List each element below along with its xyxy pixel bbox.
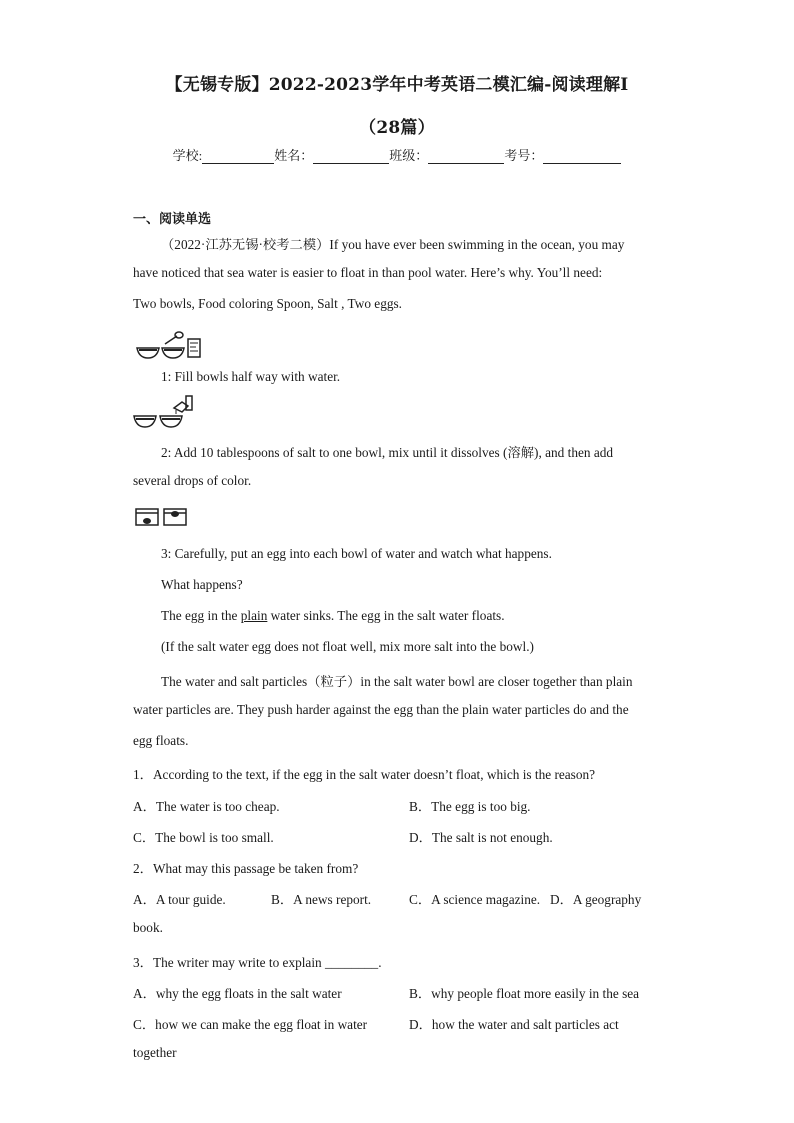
school-field[interactable] (202, 150, 274, 164)
section-heading: 一、阅读单选 (133, 212, 212, 227)
result-sentence: The egg in the plain water sinks. The egg in the salt water floats. (161, 608, 505, 623)
question-3-option-d-wrap: together (133, 1045, 177, 1060)
bowls-spoon-salt-illustration (135, 330, 205, 360)
question-1-option-a[interactable]: A．The water is too cheap. (133, 799, 280, 814)
step-1: 1: Fill bowls half way with water. (161, 369, 341, 384)
student-info-line (0, 145, 794, 164)
name-field[interactable] (313, 150, 389, 164)
passage-intro-line-1: （2022·江苏无锡·校考二模）If you have ever been swimming in the ocean, you may (161, 237, 625, 252)
underlined-word-plain: plain (240, 608, 268, 623)
class-label: 班级： (389, 148, 429, 163)
class-field[interactable] (428, 150, 504, 164)
question-2-stem: 2．What may this passage be taken from? (133, 861, 359, 876)
exam-number-label: 考号： (504, 148, 544, 163)
question-1-option-c[interactable]: C．The bowl is too small. (133, 830, 274, 845)
page-subtitle: （28篇） (359, 118, 435, 138)
question-2-option-b[interactable]: B．A news report. (271, 892, 372, 907)
exam-number-field[interactable] (543, 150, 621, 164)
step-3: 3: Carefully, put an egg into each bowl of water and watch what happens. (161, 546, 552, 561)
explain-line-2: water particles are. They push harder against the egg than the plain water particles do and the (133, 702, 629, 717)
what-happens: What happens? (161, 577, 243, 592)
school-label: 学校: (172, 148, 203, 163)
page-title: 【无锡专版】2022-2023学年中考英语二模汇编-阅读理解Ⅰ (165, 75, 629, 95)
step-2-line-2: several drops of color. (133, 473, 252, 488)
passage-intro-line-2: have noticed that sea water is easier to float in than pool water. Here’s why. You’ll need: (133, 265, 603, 280)
question-3-option-d[interactable]: D．how the water and salt particles act (409, 1017, 619, 1032)
explain-line-3: egg floats. (133, 733, 189, 748)
question-2-option-c[interactable]: C．A science magazine. (409, 892, 541, 907)
step-2-line-1: 2: Add 10 tablespoons of salt to one bowl, mix until it dissolves (溶解), and then add (161, 445, 614, 460)
passage-intro-line-3: Two bowls, Food coloring Spoon, Salt , Two eggs. (133, 296, 403, 311)
explain-line-1: The water and salt particles（粒子）in the salt water bowl are closer together than plain (161, 674, 633, 689)
question-3-option-a[interactable]: A．why the egg floats in the salt water (133, 986, 342, 1001)
question-1-option-d[interactable]: D．The salt is not enough. (409, 830, 553, 845)
bowls-pouring-illustration (130, 394, 195, 430)
question-2-option-d-wrap: book. (133, 920, 163, 935)
name-label: 姓名： (274, 148, 314, 163)
question-1-option-b[interactable]: B．The egg is too big. (409, 799, 531, 814)
bowls-eggs-illustration (134, 505, 190, 527)
question-2-option-d[interactable]: D．A geography (550, 892, 642, 907)
question-1-stem: 1．According to the text, if the egg in the salt water doesn’t float, which is the reason? (133, 767, 596, 782)
question-3-option-c[interactable]: C．how we can make the egg float in water (133, 1017, 368, 1032)
question-3-option-b[interactable]: B．why people float more easily in the sea (409, 986, 640, 1001)
note: (If the salt water egg does not float well, mix more salt into the bowl.) (161, 639, 534, 654)
question-2-option-a[interactable]: A．A tour guide. (133, 892, 226, 907)
question-3-stem: 3．The writer may write to explain ________. (133, 955, 382, 970)
